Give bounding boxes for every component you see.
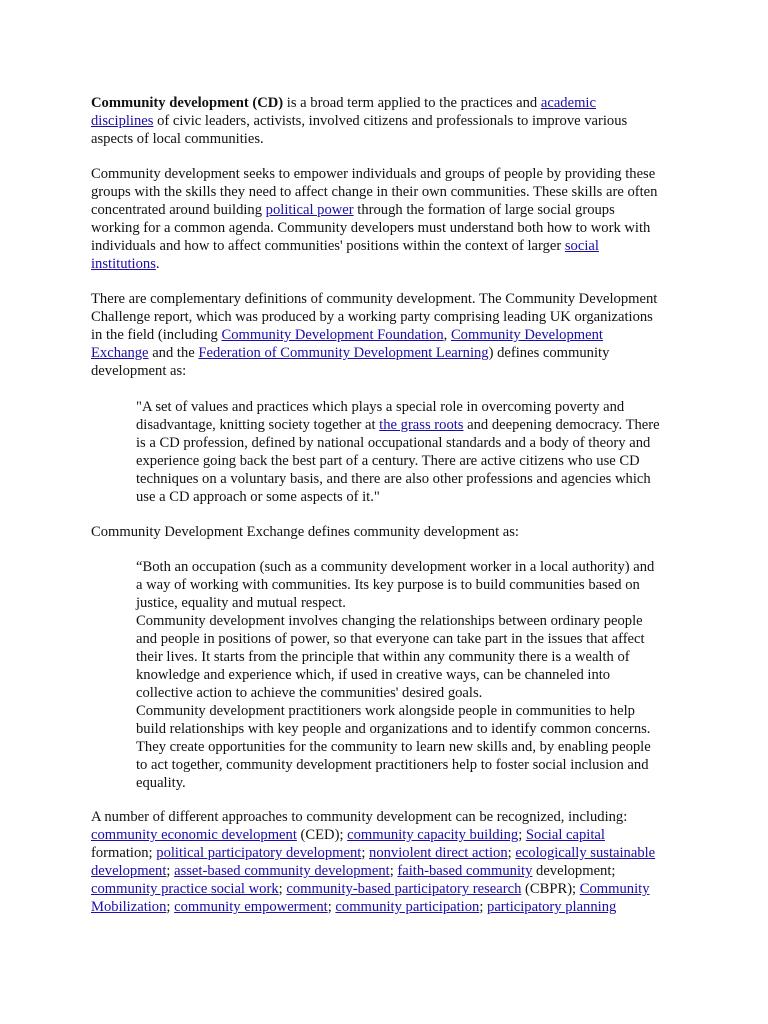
text-line: groups with the skills they need to affect change in their own communities. These skills are often — [91, 184, 658, 200]
text-line: Mobilization; community empowerment; community participation; participatory planning — [91, 899, 617, 915]
text-line: Community development involves changing the relationships between ordinary people — [136, 613, 643, 629]
link-participatory-planning[interactable]: participatory planning — [487, 899, 617, 915]
text-line: development as: — [91, 363, 187, 379]
link-political-participatory[interactable]: political participatory development — [156, 845, 362, 861]
text-line: There are complementary definitions of community development. The Community Development — [91, 291, 658, 307]
text-line: and people in positions of power, so that everyone can take part in the issues that affect — [136, 631, 645, 647]
text-line: “Both an occupation (such as a community development worker in a local authority) and — [136, 559, 655, 575]
text-line: justice, equality and mutual respect. — [136, 595, 346, 611]
link-fcdl[interactable]: Federation of Community Development Learning — [198, 345, 489, 361]
link-capacity-building[interactable]: community capacity building — [347, 827, 519, 843]
text-line: development; asset-based community development; faith-based community development; — [91, 863, 616, 879]
text-line: collective action to achieve the communities' desired goals. — [136, 685, 483, 701]
text-line: knowledge and experience which, if used in creative ways, can be channeled into — [136, 667, 611, 683]
text-line: is a CD profession, defined by national occupational standards and a body of theory and — [136, 435, 651, 451]
term-bold: Community development (CD) — [91, 95, 284, 111]
link-cd-exchange[interactable]: Exchange — [91, 345, 149, 361]
link-community-participation[interactable]: community participation — [335, 899, 480, 915]
link-cbpr[interactable]: community-based participatory research — [286, 881, 522, 897]
text-line: They create opportunities for the community to learn new skills and, by enabling people — [136, 739, 651, 755]
text-line: A number of different approaches to community development can be recognized, including: — [91, 809, 628, 825]
link-political-power[interactable]: political power — [265, 202, 354, 218]
text-line: Challenge report, which was produced by a working party comprising leading UK organizations — [91, 309, 653, 325]
text-line: Community development (CD) is a broad term applied to the practices and academic — [91, 95, 596, 111]
blockquote-cdx — [136, 558, 692, 792]
link-academic-disciplines[interactable]: academic — [540, 95, 596, 111]
text-line: a way of working with communities. Its key purpose is to build communities based on — [136, 577, 640, 593]
text-line: equality. — [136, 775, 186, 791]
link-community-empowerment[interactable]: community empowerment — [174, 899, 328, 915]
text-line: "A set of values and practices which plays a special role in overcoming poverty and — [136, 399, 625, 415]
approaches-paragraph — [91, 808, 691, 916]
empower-paragraph — [91, 165, 691, 273]
link-community-mobilization[interactable]: Mobilization — [91, 899, 167, 915]
definitions-paragraph — [91, 290, 691, 380]
text-line: community practice social work; community-based participatory research (CBPR); Community — [91, 881, 650, 897]
link-asset-based[interactable]: asset-based community development — [174, 863, 390, 879]
link-social-capital[interactable]: Social capital — [525, 827, 605, 843]
link-grass-roots[interactable]: the grass roots — [379, 417, 464, 433]
link-academic-disciplines[interactable]: disciplines — [91, 113, 154, 129]
intro-paragraph — [91, 94, 691, 148]
text-line: techniques on a voluntary basis, and there are also other professions and agencies which — [136, 471, 651, 487]
link-social-institutions[interactable]: social — [564, 238, 599, 254]
text-line: formation; political participatory development; nonviolent direct action; ecologically sustainable — [91, 845, 656, 861]
text-line: experience going back the best part of a century. There are active citizens who use CD — [136, 453, 640, 469]
link-cd-exchange[interactable]: Community Development — [450, 327, 603, 343]
link-nonviolent-action[interactable]: nonviolent direct action — [369, 845, 508, 861]
text-line: Exchange and the Federation of Community Development Learning) defines community — [91, 345, 610, 361]
text-line: disciplines of civic leaders, activists, involved citizens and professionals to improve various — [91, 113, 628, 129]
text-line: Community development seeks to empower individuals and groups of people by providing these — [91, 166, 656, 182]
text-line: Community development practitioners work alongside people in communities to help — [136, 703, 635, 719]
text-line: build relationships with key people and organizations and to identify common concerns. — [136, 721, 651, 737]
text-line: to act together, community development practitioners help to foster social inclusion and — [136, 757, 649, 773]
link-social-institutions[interactable]: institutions — [91, 256, 156, 272]
link-cd-foundation[interactable]: Community Development Foundation — [221, 327, 444, 343]
text-line: disadvantage, knitting society together at the grass roots and deepening democracy. There — [136, 417, 660, 433]
text-line: community economic development (CED); community capacity building; Social capital — [91, 827, 605, 843]
link-practice-social-work[interactable]: community practice social work — [91, 881, 279, 897]
text-line: institutions. — [91, 256, 160, 272]
text-line: working for a common agenda. Community developers must understand both how to work with — [91, 220, 651, 236]
text-line: use a CD approach or some aspects of it." — [136, 489, 380, 505]
link-faith-based[interactable]: faith-based community — [397, 863, 533, 879]
text-line: concentrated around building political power through the formation of large social groups — [91, 202, 615, 218]
link-eco-sustainable[interactable]: ecologically sustainable — [515, 845, 656, 861]
text-line: their lives. It starts from the principle that within any community there is a wealth of — [136, 649, 630, 665]
text-line: individuals and how to affect communities' positions within the context of larger social — [91, 238, 599, 254]
text-line: in the field (including Community Development Foundation, Community Development — [91, 327, 603, 343]
link-ced[interactable]: community economic development — [91, 827, 297, 843]
cdx-intro-paragraph — [91, 523, 691, 541]
link-community-mobilization[interactable]: Community — [579, 881, 650, 897]
text-line: aspects of local communities. — [91, 131, 264, 147]
text-line: Community Development Exchange defines community development as: — [91, 524, 519, 540]
blockquote-cd-challenge — [136, 398, 692, 506]
link-eco-sustainable[interactable]: development — [91, 863, 167, 879]
